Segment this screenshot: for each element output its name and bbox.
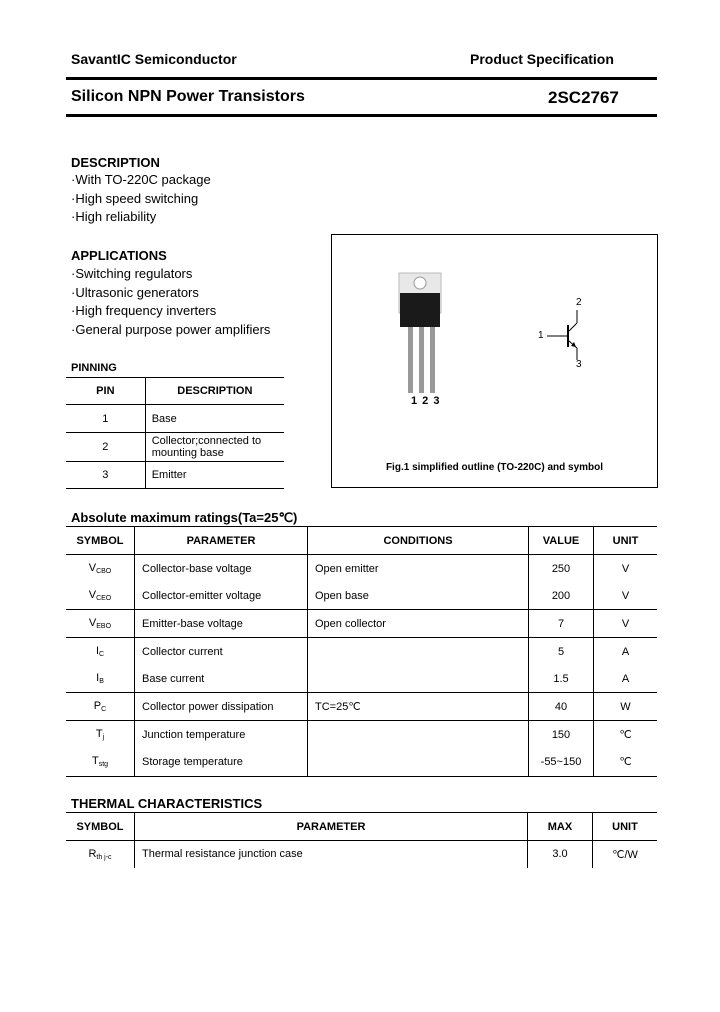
symbol-cell bbox=[66, 555, 135, 583]
conditions-cell bbox=[308, 748, 529, 776]
unit-cell: W bbox=[620, 700, 631, 713]
pinning-table bbox=[66, 377, 284, 489]
unit-cell: ℃ bbox=[619, 756, 632, 769]
symbol-letter: V bbox=[88, 617, 97, 630]
thermal-table bbox=[66, 812, 657, 868]
conditions-cell: Open collector bbox=[308, 610, 529, 638]
max-header: MAX bbox=[528, 813, 593, 841]
pin-number: 1 bbox=[66, 405, 145, 433]
parameter-cell: Base current bbox=[135, 665, 308, 693]
value-cell: 250 bbox=[529, 555, 594, 583]
symbol-letter: I bbox=[96, 672, 100, 685]
value-cell: -55~150 bbox=[529, 748, 594, 776]
list-item: ·Ultrasonic generators bbox=[71, 284, 199, 300]
conditions-cell bbox=[308, 665, 529, 693]
table-row bbox=[66, 462, 284, 489]
conditions-cell: Open base bbox=[308, 582, 529, 610]
thermal-title: THERMAL CHARACTERISTICS bbox=[71, 796, 263, 811]
table-row bbox=[66, 610, 657, 638]
symbol-subscript: th j-c bbox=[96, 853, 112, 861]
pinning-title: PINNING bbox=[71, 362, 117, 374]
symbol-cell bbox=[66, 582, 135, 610]
table-row bbox=[66, 748, 657, 776]
conditions-header: CONDITIONS bbox=[308, 527, 529, 555]
unit-cell: A bbox=[621, 645, 630, 658]
symbol-pin-3: 3 bbox=[576, 359, 582, 370]
table-row bbox=[66, 638, 657, 666]
part-number: 2SC2767 bbox=[548, 88, 619, 107]
symbol-pin-1: 1 bbox=[538, 330, 544, 341]
value-cell: 200 bbox=[529, 582, 594, 610]
description-header: DESCRIPTION bbox=[177, 385, 253, 397]
symbol-cell bbox=[66, 841, 135, 868]
symbol-cell bbox=[66, 610, 135, 638]
parameter-cell: Emitter-base voltage bbox=[135, 610, 308, 638]
unit-cell: ℃ bbox=[619, 729, 632, 742]
description-title: DESCRIPTION bbox=[71, 155, 160, 170]
pin-number: 3 bbox=[66, 462, 145, 489]
parameter-header: PARAMETER bbox=[135, 527, 308, 555]
npn-transistor-symbol-icon bbox=[547, 305, 597, 365]
max-cell: 3.0 bbox=[528, 841, 593, 868]
unit-cell: V bbox=[621, 617, 630, 630]
pin-description: Base bbox=[151, 412, 177, 425]
list-item: ·With TO-220C package bbox=[71, 172, 211, 187]
figure-caption: Fig.1 simplified outline (TO-220C) and symbol bbox=[385, 462, 604, 473]
conditions-cell bbox=[308, 638, 529, 666]
parameter-cell: Collector current bbox=[135, 638, 308, 666]
symbol-cell bbox=[66, 693, 135, 721]
parameter-cell: Collector-emitter voltage bbox=[135, 582, 308, 610]
symbol-subscript: B bbox=[99, 678, 104, 686]
ratings-title: Absolute maximum ratings(Ta=25℃) bbox=[71, 510, 298, 525]
symbol-subscript: C bbox=[101, 706, 107, 714]
symbol-subscript: C bbox=[99, 651, 105, 659]
unit-header: UNIT bbox=[612, 820, 638, 833]
list-item: ·General purpose power amplifiers bbox=[71, 322, 271, 338]
list-item: ·High speed switching bbox=[71, 190, 199, 206]
symbol-letter: R bbox=[88, 847, 97, 860]
symbol-letter: T bbox=[95, 728, 103, 741]
parameter-cell: Storage temperature bbox=[135, 748, 308, 776]
list-item: ·Switching regulators bbox=[71, 266, 193, 281]
parameter-cell: Collector power dissipation bbox=[135, 693, 308, 721]
table-row bbox=[66, 433, 284, 462]
conditions-cell bbox=[308, 721, 529, 749]
ratings-table bbox=[66, 526, 657, 777]
product-line: Silicon NPN Power Transistors bbox=[71, 88, 305, 105]
list-item: ·High frequency inverters bbox=[71, 303, 217, 319]
symbol-cell bbox=[66, 665, 135, 693]
symbol-subscript: EBO bbox=[96, 623, 112, 631]
table-row bbox=[66, 405, 284, 433]
value-cell: 7 bbox=[529, 610, 594, 638]
applications-title: APPLICATIONS bbox=[71, 248, 167, 263]
symbol-cell bbox=[66, 721, 135, 749]
unit-header: UNIT bbox=[612, 534, 639, 547]
table-row bbox=[66, 721, 657, 749]
parameter-cell: Collector-base voltage bbox=[135, 555, 308, 583]
symbol-subscript: CEO bbox=[96, 595, 112, 603]
table-row bbox=[66, 665, 657, 693]
symbol-subscript: stg bbox=[98, 761, 109, 769]
pin-header: PIN bbox=[66, 378, 145, 405]
table-row bbox=[66, 693, 657, 721]
pin-number: 2 bbox=[66, 433, 145, 462]
symbol-letter: I bbox=[95, 645, 99, 658]
parameter-header: PARAMETER bbox=[135, 813, 528, 841]
symbol-subscript: j bbox=[102, 734, 105, 742]
value-header: VALUE bbox=[529, 527, 594, 555]
value-cell: 150 bbox=[529, 721, 594, 749]
value-cell: 40 bbox=[529, 693, 594, 721]
symbol-cell bbox=[66, 748, 135, 776]
conditions-cell: Open emitter bbox=[308, 555, 529, 583]
symbol-letter: V bbox=[88, 562, 97, 575]
pin-description: Collector;connected to mounting base bbox=[151, 435, 262, 459]
description-list bbox=[71, 171, 211, 227]
company-name: SavantIC Semiconductor bbox=[71, 51, 237, 67]
parameter-cell: Thermal resistance junction case bbox=[135, 841, 528, 868]
unit-cell: V bbox=[621, 562, 630, 575]
list-item: ·High reliability bbox=[71, 209, 157, 225]
pin-description: Emitter bbox=[151, 469, 187, 481]
symbol-header: SYMBOL bbox=[66, 813, 135, 841]
symbol-letter: V bbox=[88, 589, 97, 602]
value-cell: 5 bbox=[529, 638, 594, 666]
doc-type: Product Specification bbox=[470, 51, 614, 67]
symbol-header: SYMBOL bbox=[66, 527, 135, 555]
unit-cell: ℃/W bbox=[612, 848, 638, 861]
figure-box bbox=[331, 234, 658, 488]
value-cell: 1.5 bbox=[529, 665, 594, 693]
symbol-subscript: CBO bbox=[96, 568, 112, 576]
to220-package-image bbox=[392, 271, 452, 401]
table-row bbox=[66, 582, 657, 610]
parameter-cell: Junction temperature bbox=[135, 721, 308, 749]
table-row bbox=[66, 555, 657, 583]
package-pin-labels: 1 2 3 bbox=[411, 395, 440, 407]
conditions-cell: TC=25℃ bbox=[308, 693, 529, 721]
symbol-letter: P bbox=[93, 700, 102, 713]
unit-cell: V bbox=[621, 589, 630, 602]
symbol-letter: T bbox=[91, 755, 99, 768]
applications-list bbox=[71, 265, 270, 340]
table-row bbox=[66, 841, 657, 868]
unit-cell: A bbox=[621, 672, 630, 685]
header-rule bbox=[66, 77, 657, 80]
header-rule-2 bbox=[66, 114, 657, 117]
symbol-cell bbox=[66, 638, 135, 666]
symbol-pin-2: 2 bbox=[576, 297, 582, 308]
